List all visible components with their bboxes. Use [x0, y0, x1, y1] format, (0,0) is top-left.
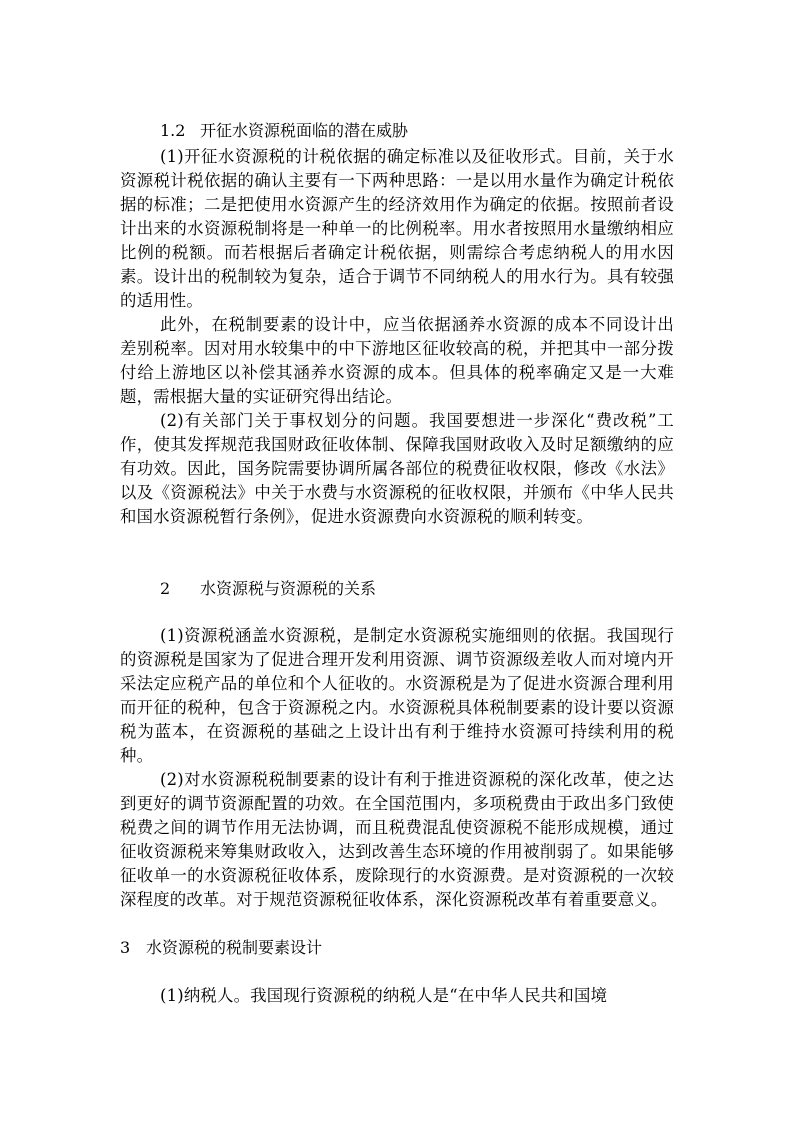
section-title: 水资源税与资源税的关系: [200, 579, 377, 598]
section-heading-3: [120, 937, 322, 959]
paragraph-tax-basis: (1)开征水资源税的计税依据的确定标准以及征收形式。目前，关于水资源税计税依据的确认主要有一下两种思路：一是以用水量作为确定计税依据的标准；二是把使用水资源产生的经济效用作为确定的依据。按照前者设计出来的水资源税制将是一种单一的比例税率。用水者按照用水量缴纳相应比例的税额。而若根据后者确定计税依据，则需综合考虑纳税人的用水因素。设计出的税制较为复杂，适合于调节不同纳税人的用水行为。具有较强的适用性。: [120, 147, 674, 310]
paragraph-differential-rate: 此外，在税制要素的设计中，应当依据涵养水资源的成本不同设计出差别税率。因对用水较集中的中下游地区征收较高的税，并把其中一部分拨付给上游地区以补偿其涵养水资源的成本。但具体的税率确定又是一大难题，需根据大量的实证研究得出结论。: [120, 315, 674, 406]
section-number: 3: [120, 938, 131, 957]
paragraph-resource-tax-coverage: (1)资源税涵盖水资源税，是制定水资源税实施细则的依据。我国现行的资源税是国家为了促进合理开发利用资源、调节资源级差收人而对境内开采法定应税产品的单位和个人征收的。水资源税是为了促进水资源合理利用而开征的税种，包含于资源税之内。水资源税具体税制要素的设计要以资源税为蓝本，在资源税的基础之上设计出有利于维持水资源可持续利用的税种。: [120, 626, 674, 765]
paragraph-authority-division: (2)有关部门关于事权划分的问题。我国要想进一步深化“费改税”工作，使其发挥规范我国财政征收体制、保障我国财政收入及时足额缴纳的应有功效。因此，国务院需要协调所属各部位的税费征收权限，修改《水法》以及《资源税法》中关于水费与水资源税的征收权限，并颁布《中华人民共和国水资源税暂行条例》，促进水资源费向水资源税的顺利转变。: [120, 411, 674, 526]
section-title: 开征水资源税面临的潜在威胁: [200, 121, 409, 140]
section-title: 水资源税的税制要素设计: [146, 938, 323, 957]
section-number: 1.2: [160, 121, 186, 140]
section-heading-2: [160, 578, 376, 600]
section-number: 2: [160, 579, 171, 598]
paragraph-taxpayer: (1)纳税人。我国现行资源税的纳税人是“在中华人民共和国境: [160, 986, 608, 1005]
section-heading-1-2: [160, 120, 408, 142]
paragraph-reform: (2)对水资源税税制要素的设计有利于推进资源税的深化改革，使之达到更好的调节资源配置的功效。在全国范围内，多项税费由于政出多门致使税费之间的调节作用无法协调，而且税费混乱使资源税不能形成规模，通过征收资源税来筹集财政收入，达到改善生态环境的作用被削弱了。如果能够征收单一的水资源税征收体系，废除现行的水资源费。是对资源税的一次较深程度的改革。对于规范资源税征收体系，深化资源税改革有着重要意义。: [120, 770, 674, 909]
